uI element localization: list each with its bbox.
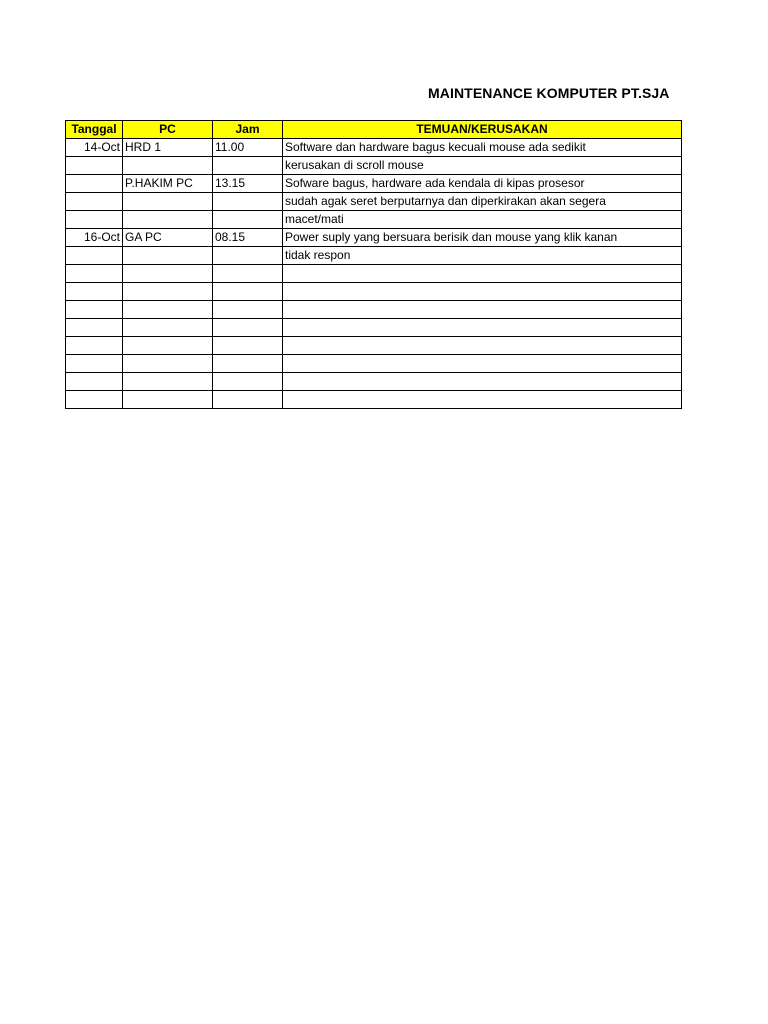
cell-tanggal[interactable]: 14-Oct (66, 139, 123, 157)
table-row (66, 301, 682, 319)
table-row (66, 355, 682, 373)
header-temuan[interactable]: TEMUAN/KERUSAKAN (283, 121, 682, 139)
cell-temuan[interactable] (283, 319, 682, 337)
cell-tanggal[interactable] (66, 265, 123, 283)
cell-temuan[interactable]: kerusakan di scroll mouse (283, 157, 682, 175)
cell-tanggal[interactable] (66, 193, 123, 211)
cell-tanggal[interactable]: 16-Oct (66, 229, 123, 247)
cell-jam[interactable] (213, 283, 283, 301)
cell-temuan[interactable] (283, 373, 682, 391)
maintenance-table (65, 120, 682, 409)
cell-jam[interactable] (213, 193, 283, 211)
table-row (66, 319, 682, 337)
cell-jam[interactable] (213, 265, 283, 283)
cell-temuan[interactable]: Power suply yang bersuara berisik dan mouse yang klik kanan (283, 229, 682, 247)
cell-jam[interactable] (213, 373, 283, 391)
cell-jam[interactable] (213, 355, 283, 373)
table-row (66, 157, 682, 175)
cell-pc[interactable] (123, 247, 213, 265)
table-row (66, 139, 682, 157)
cell-tanggal[interactable] (66, 301, 123, 319)
table-row (66, 265, 682, 283)
cell-pc[interactable] (123, 211, 213, 229)
cell-pc[interactable] (123, 319, 213, 337)
cell-pc[interactable] (123, 283, 213, 301)
cell-pc[interactable] (123, 337, 213, 355)
cell-jam[interactable]: 11.00 (213, 139, 283, 157)
table-row (66, 229, 682, 247)
cell-temuan[interactable] (283, 301, 682, 319)
cell-jam[interactable]: 13.15 (213, 175, 283, 193)
cell-pc[interactable] (123, 265, 213, 283)
cell-jam[interactable] (213, 157, 283, 175)
cell-jam[interactable] (213, 301, 283, 319)
table-body (66, 139, 682, 409)
cell-pc[interactable]: HRD 1 (123, 139, 213, 157)
cell-temuan[interactable]: Software dan hardware bagus kecuali mouse ada sedikit (283, 139, 682, 157)
cell-tanggal[interactable] (66, 355, 123, 373)
table-row (66, 337, 682, 355)
cell-tanggal[interactable] (66, 157, 123, 175)
cell-jam[interactable]: 08.15 (213, 229, 283, 247)
cell-temuan[interactable]: tidak respon (283, 247, 682, 265)
header-jam[interactable]: Jam (213, 121, 283, 139)
header-tanggal[interactable]: Tanggal (66, 121, 123, 139)
cell-tanggal[interactable] (66, 247, 123, 265)
table-row (66, 391, 682, 409)
cell-pc[interactable] (123, 193, 213, 211)
cell-temuan[interactable] (283, 337, 682, 355)
table-row (66, 283, 682, 301)
cell-tanggal[interactable] (66, 211, 123, 229)
cell-pc[interactable]: GA PC (123, 229, 213, 247)
cell-tanggal[interactable] (66, 175, 123, 193)
cell-jam[interactable] (213, 211, 283, 229)
cell-jam[interactable] (213, 319, 283, 337)
cell-temuan[interactable] (283, 355, 682, 373)
table-row (66, 175, 682, 193)
header-row (66, 121, 682, 139)
cell-tanggal[interactable] (66, 373, 123, 391)
table-row (66, 211, 682, 229)
cell-pc[interactable] (123, 157, 213, 175)
cell-tanggal[interactable] (66, 319, 123, 337)
cell-temuan[interactable]: Sofware bagus, hardware ada kendala di kipas prosesor (283, 175, 682, 193)
cell-tanggal[interactable] (66, 283, 123, 301)
cell-temuan[interactable] (283, 283, 682, 301)
cell-pc[interactable] (123, 301, 213, 319)
cell-temuan[interactable]: macet/mati (283, 211, 682, 229)
cell-jam[interactable] (213, 247, 283, 265)
cell-jam[interactable] (213, 337, 283, 355)
sheet-title: MAINTENANCE KOMPUTER PT.SJA (428, 85, 670, 101)
cell-pc[interactable] (123, 373, 213, 391)
cell-temuan[interactable] (283, 391, 682, 409)
cell-tanggal[interactable] (66, 391, 123, 409)
header-pc[interactable]: PC (123, 121, 213, 139)
table-row (66, 193, 682, 211)
cell-jam[interactable] (213, 391, 283, 409)
table-row (66, 247, 682, 265)
cell-temuan[interactable]: sudah agak seret berputarnya dan diperkirakan akan segera (283, 193, 682, 211)
cell-pc[interactable] (123, 391, 213, 409)
cell-pc[interactable]: P.HAKIM PC (123, 175, 213, 193)
table-row (66, 373, 682, 391)
cell-tanggal[interactable] (66, 337, 123, 355)
cell-temuan[interactable] (283, 265, 682, 283)
cell-pc[interactable] (123, 355, 213, 373)
